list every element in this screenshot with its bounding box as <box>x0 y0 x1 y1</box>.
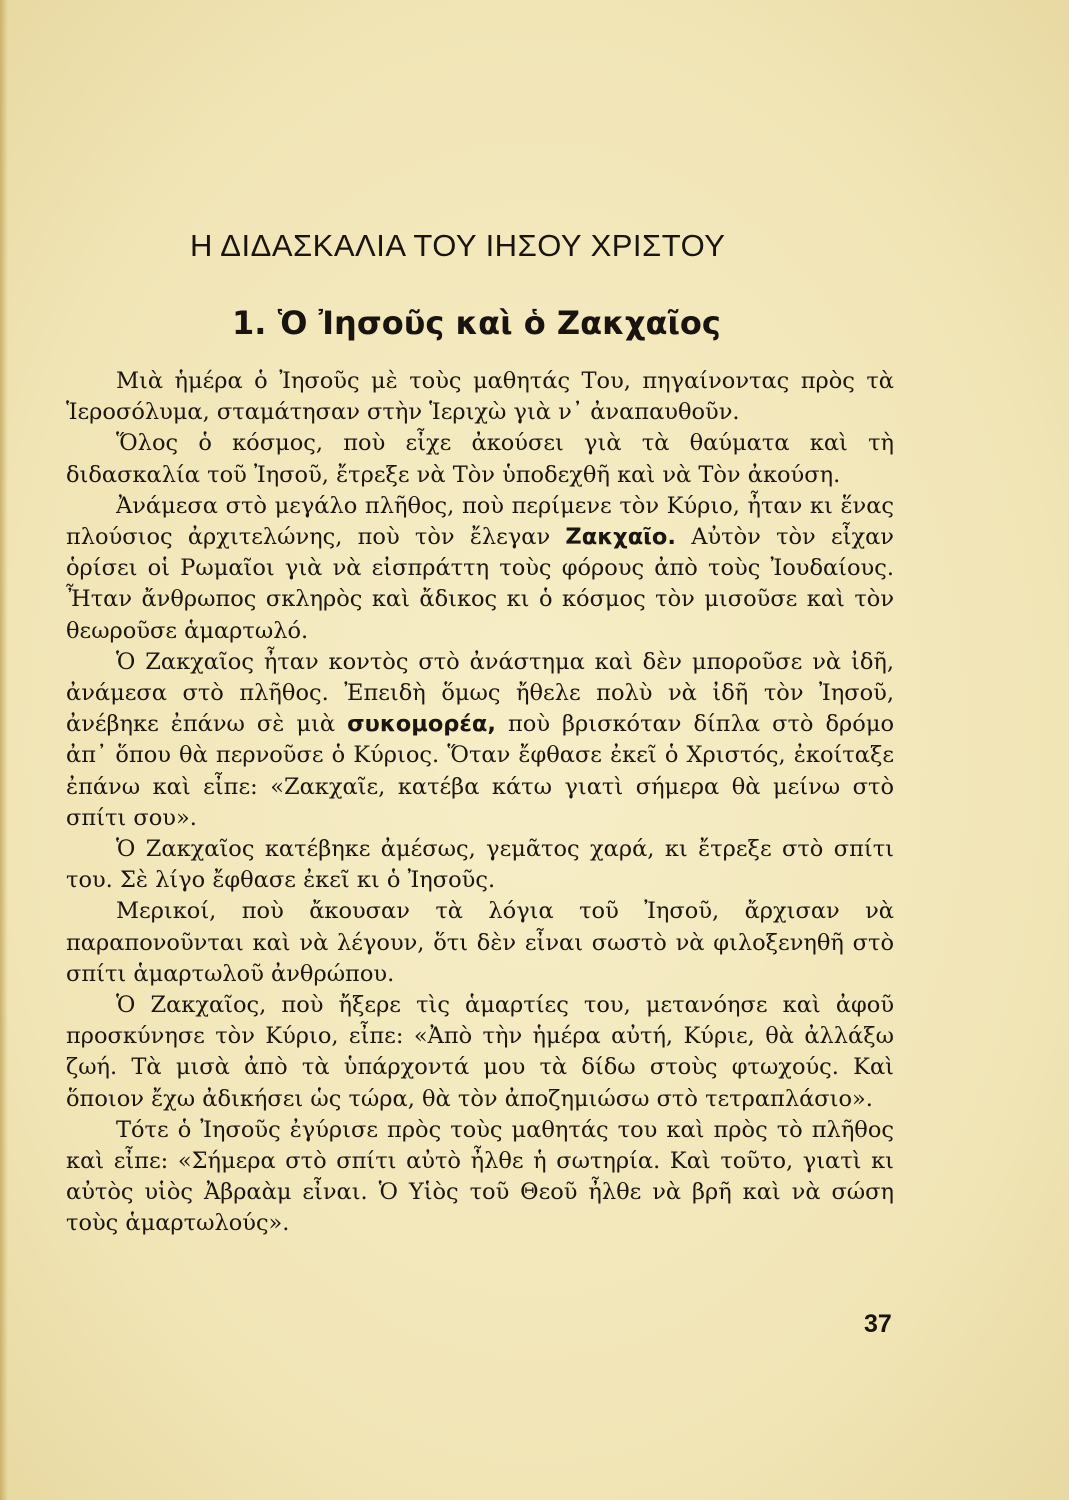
paragraph: Ὁ Ζακχαῖος κατέβηκε ἀμέσως, γεμᾶτος χαρά, κι ἔτρεξε στὸ σπίτι του. Σὲ λίγο ἔφθασε ἐκεῖ κι ὁ Ἰησοῦς. <box>66 836 894 894</box>
body-text <box>66 366 894 1240</box>
page-number: 37 <box>864 1310 892 1338</box>
paragraph: Ἀνάμεσα στὸ μεγάλο πλῆθος, ποὺ περίμενε τὸν Κύριο, ἦταν κι ἕνας πλούσιος ἀρχιτελώνης, ποὺ τὸν ἔλεγαν Ζακχαῖο. Αὐτὸν τὸν εἶχαν ὁρίσει οἱ Ρωμαῖοι γιὰ νὰ εἰσπράττη τοὺς φόρους ἀπὸ τοὺς Ἰουδαίους. Ἦταν ἄνθρωπος σκληρὸς καὶ ἄδικος κι ὁ κόσμος τὸν μισοῦσε καὶ τὸν θεωροῦσε ἁμαρτωλό. <box>66 492 894 644</box>
paragraph: Τότε ὁ Ἰησοῦς ἐγύρισε πρὸς τοὺς μαθητάς του καὶ πρὸς τὸ πλῆθος καὶ εἶπε: «Σήμερα στὸ σπίτι αὐτὸ ἦλθε ἡ σωτηρία. Καὶ τοῦτο, γιατὶ κι αὐτὸς υἱὸς Ἀβραὰμ εἶναι. Ὁ Υἱὸς τοῦ Θεοῦ ἦλθε νὰ βρῆ καὶ νὰ σώση τοὺς ἁμαρτωλούς». <box>66 1116 894 1237</box>
paragraph: Ὁ Ζακχαῖος, ποὺ ἤξερε τὶς ἁμαρτίες του, μετανόησε καὶ ἀφοῦ προσκύνησε τὸν Κύριο, εἶπε: «Ἀπὸ τὴν ἡμέρα αὐτή, Κύριε, θὰ ἀλλάξω ζωή. Τὰ μισὰ ἀπὸ τὰ ὑπάρχοντά μου τὰ δίδω στοὺς φτωχούς. Καὶ ὅποιον ἔχω ἀδικήσει ὡς τώρα, θὰ τὸν ἀποζημιώσω στὸ τετραπλάσιο». <box>66 992 894 1112</box>
paragraph: Ὁ Ζακχαῖος ἦταν κοντὸς στὸ ἀνάστημα καὶ δὲν μποροῦσε νὰ ἰδῆ, ἀνάμεσα στὸ πλῆθος. Ἐπειδὴ ὅμως ἤθελε πολὺ νὰ ἰδῆ τὸν Ἰησοῦ, ἀνέβηκε ἐπάνω σὲ μιὰ συκομορέα, ποὺ βρισκόταν δίπλα στὸ δρόμο ἀπ᾿ ὅπου θὰ περνοῦσε ὁ Κύριος. Ὅταν ἔφθασε ἐκεῖ ὁ Χριστός, ἐκοίταξε ἐπάνω καὶ εἶπε: «Ζακχαῖε, κατέβα κάτω γιατὶ σήμερα θὰ μείνω στὸ σπίτι σου». <box>66 648 894 831</box>
emphasis-term: Ζακχαῖο. <box>565 524 676 551</box>
emphasis-term: συκομορέα, <box>347 711 496 738</box>
chapter-title: Η ΔΙΔΑΣΚΑΛΙΑ ΤΟΥ ΙΗΣΟΥ ΧΡΙΣΤΟΥ <box>190 228 726 263</box>
paragraph: Μερικοί, ποὺ ἄκουσαν τὰ λόγια τοῦ Ἰησοῦ, ἄρχισαν νὰ παραπονοῦνται καὶ νὰ λέγουν, ὅτι δὲν εἶναι σωστὸ νὰ φιλοξενηθῆ στὸ σπίτι ἁμαρτωλοῦ ἀνθρώπου. <box>66 898 894 987</box>
page-edge-shadow <box>0 0 8 1500</box>
section-title: 1. Ὁ Ἰησοῦς καὶ ὁ Ζακχαῖος <box>232 304 721 342</box>
paragraph: Ὅλος ὁ κόσμος, ποὺ εἶχε ἀκούσει γιὰ τὰ θαύματα καὶ τὴ διδασκαλία τοῦ Ἰησοῦ, ἔτρεξε νὰ Τὸν ὑποδεχθῆ καὶ νὰ Τὸν ἀκούση. <box>66 430 894 488</box>
paragraph: Μιὰ ἡμέρα ὁ Ἰησοῦς μὲ τοὺς μαθητάς Του, πηγαίνοντας πρὸς τὰ Ἱεροσόλυμα, σταμάτησαν στὴν Ἱεριχὼ γιὰ ν᾿ ἀναπαυθοῦν. <box>66 368 894 426</box>
